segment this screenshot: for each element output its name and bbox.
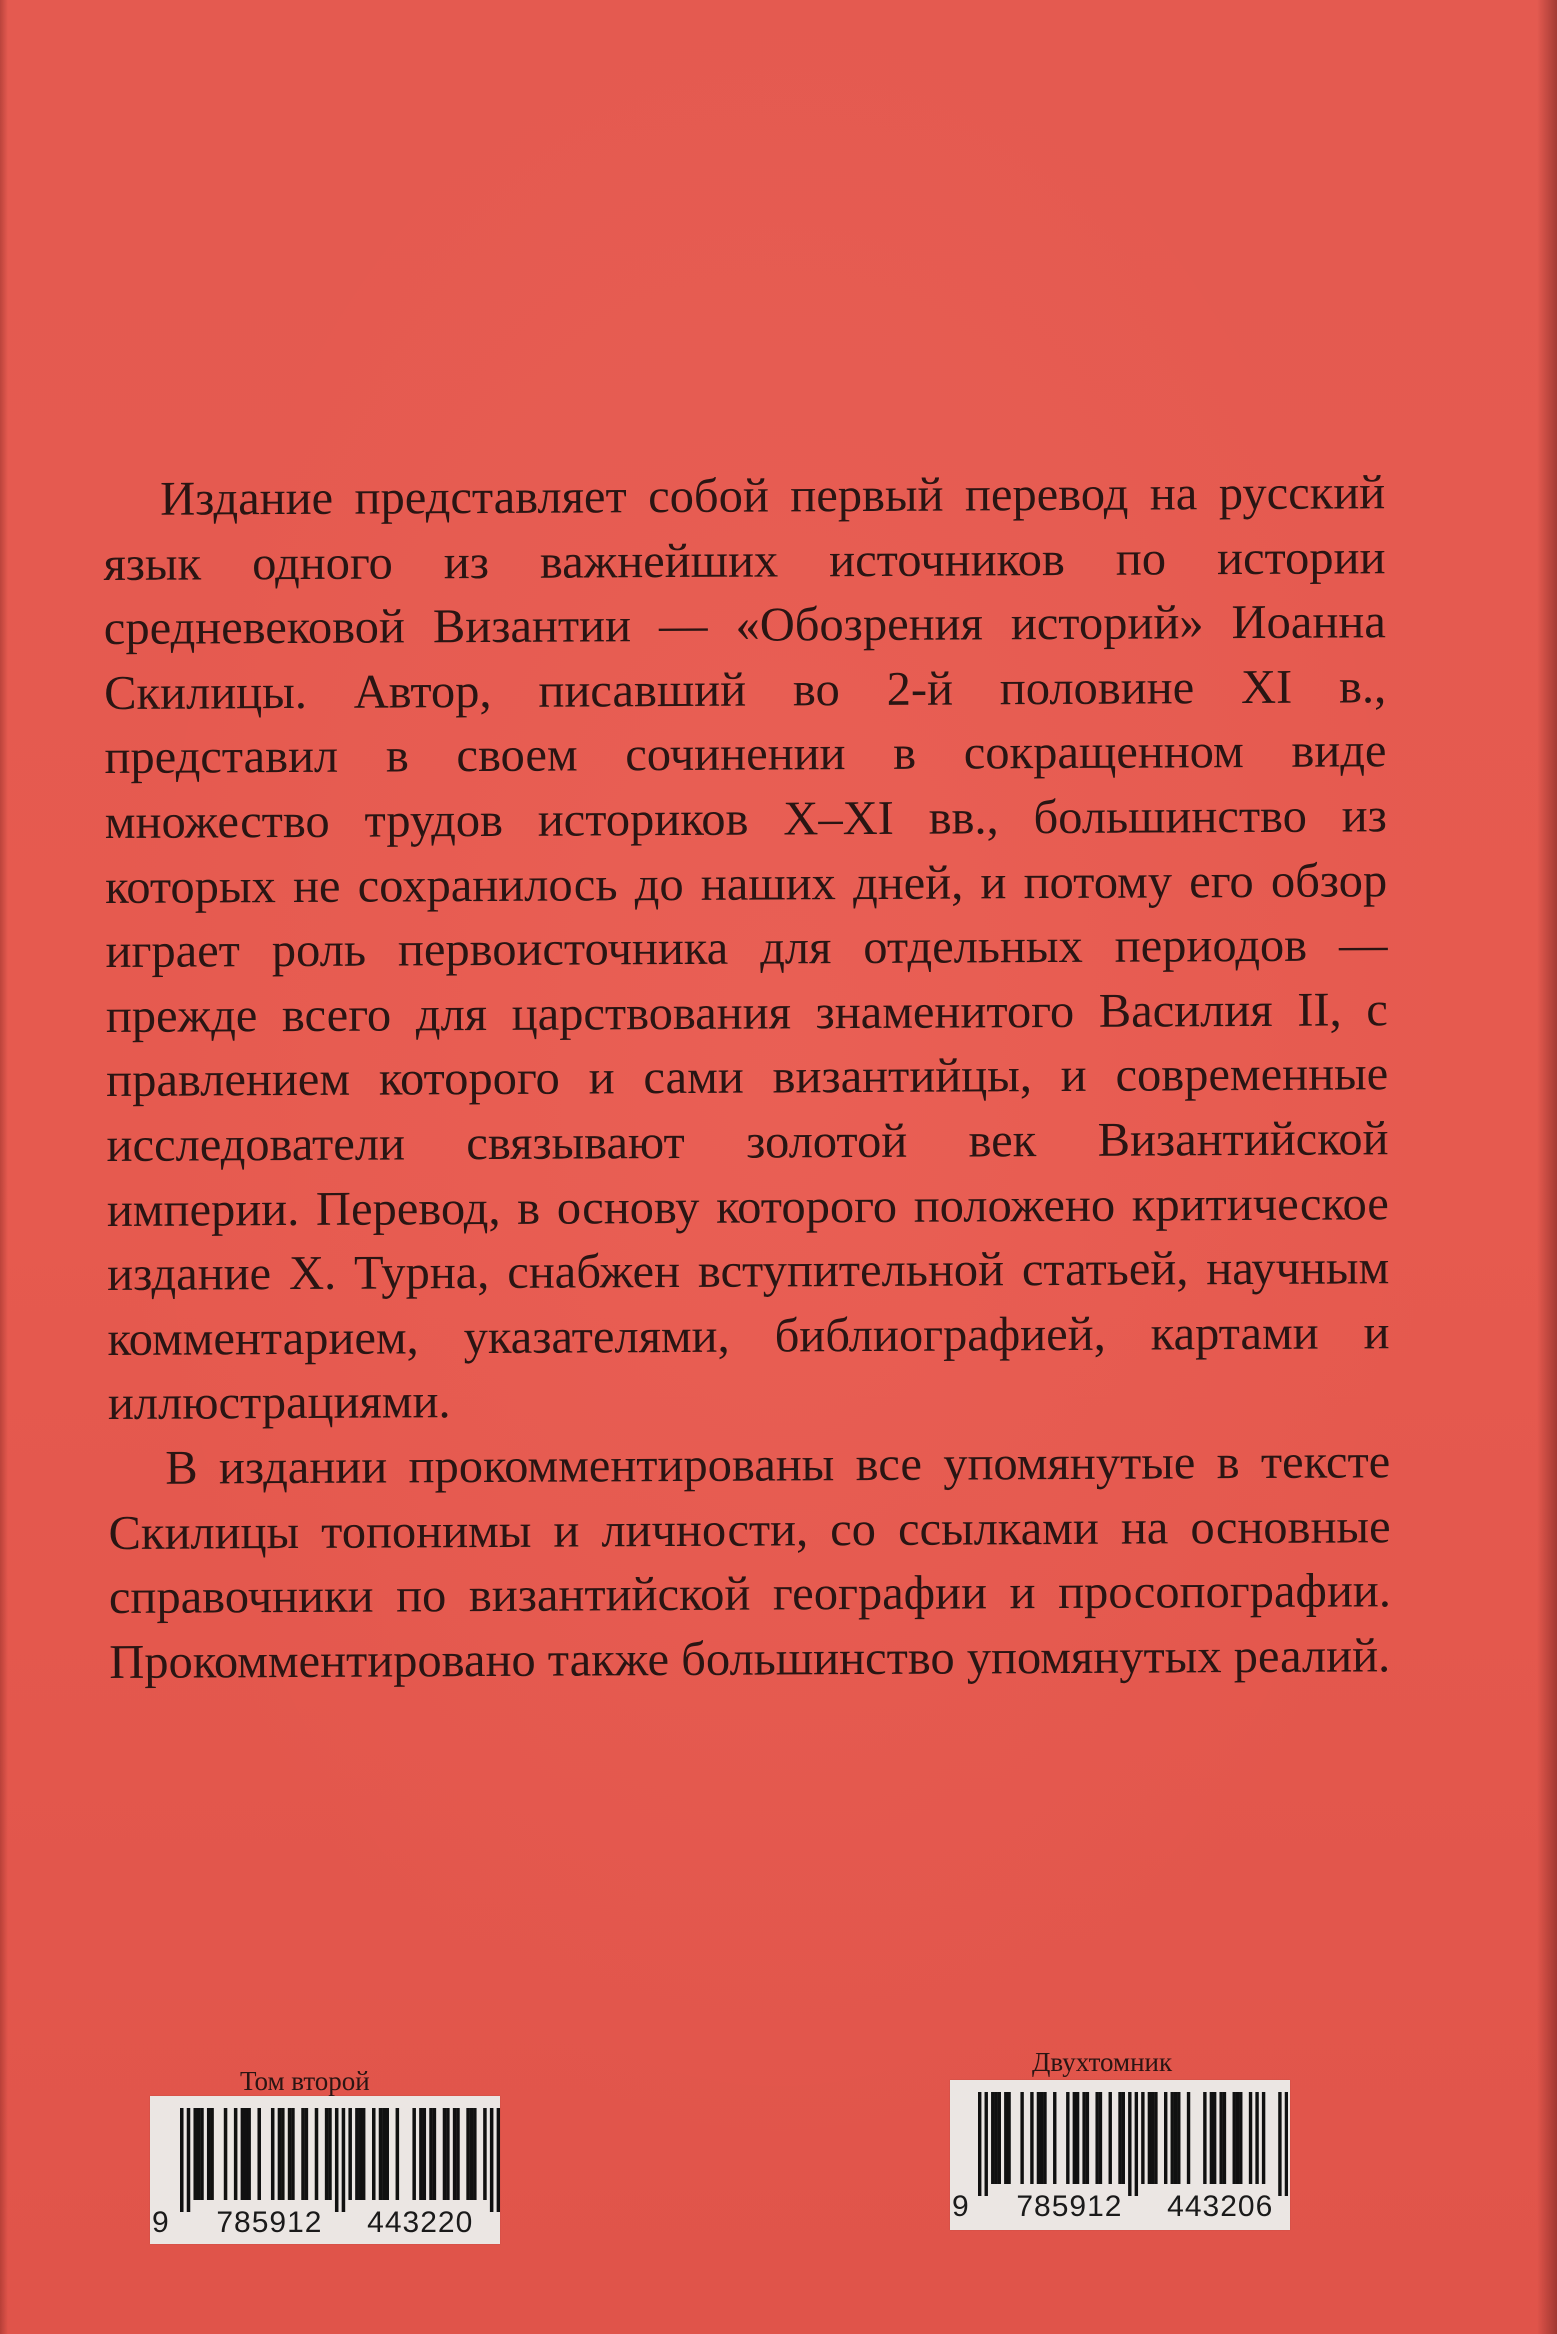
barcode-bar (1164, 2092, 1167, 2184)
barcode-bar (1255, 2092, 1258, 2184)
barcode-set-digits (952, 2190, 1273, 2224)
barcode-bar (291, 2108, 295, 2200)
barcode-set-digit-group2: 443206 (1167, 2190, 1274, 2223)
barcode-bar (1053, 2092, 1056, 2184)
barcode-bar (466, 2108, 470, 2200)
barcode-bar (419, 2108, 423, 2200)
barcode-bar (1128, 2092, 1131, 2196)
barcode-bar (994, 2092, 997, 2184)
barcode-bar (305, 2108, 309, 2200)
barcode-bar (224, 2108, 228, 2200)
barcode-bar (197, 2108, 201, 2200)
barcode-bar (470, 2108, 474, 2200)
barcode-bar (1174, 2092, 1177, 2184)
barcode-bar (1151, 2092, 1154, 2184)
barcode-bar (1285, 2092, 1288, 2196)
barcode-bar (1233, 2092, 1236, 2184)
barcode-bar (1073, 2092, 1076, 2184)
barcode-bar (325, 2108, 329, 2200)
barcode-bar (1210, 2092, 1213, 2184)
barcode-bar (301, 2108, 305, 2200)
barcode-bar (328, 2108, 332, 2200)
barcode-bar (362, 2108, 366, 2200)
barcode-volume-digit-first: 9 (152, 2206, 170, 2239)
barcode-bar (180, 2108, 184, 2212)
barcode-bar (1177, 2092, 1180, 2184)
barcode-bar (200, 2108, 204, 2200)
barcode-bar (443, 2108, 447, 2200)
barcode-bar (342, 2108, 346, 2212)
barcode-bar (1040, 2092, 1043, 2184)
barcode-bar (473, 2108, 477, 2200)
barcode-bar (1187, 2092, 1190, 2184)
barcode-bar (210, 2108, 214, 2200)
barcode-bar (382, 2108, 386, 2200)
barcode-bar (978, 2092, 981, 2196)
barcode-bar (1135, 2092, 1138, 2196)
barcode-bar (497, 2108, 500, 2212)
barcode-bar (412, 2108, 416, 2200)
barcode-bar (355, 2108, 359, 2200)
blurb-paragraph-1: Издание представляет собой первый перевод на русский язык одного из важнейших источников по истории средневековой Византии — «Обозрения историй» Иоанна Скилицы. Автор, писавший во 2-й половине XI в., представил в своем сочинении в сокращенном виде множество трудов историков X–XI вв., большинство из которых не сохранилось до наших дней, и потому его обзор играет роль первоисточника для отдельных периодов — прежде всего для царствования знаменитого Василия II, с правлением которого и сами византийцы, и современные исследователи связывают золотой век Византийской империи. Перевод, в основу которого положено критическое издание Х. Турна, снабжен вступительной статьей, научным комментарием, указателями, библиографией, картами и иллюстрациями. (103, 466, 1390, 1431)
barcode-bar (187, 2108, 191, 2212)
barcode-bar (281, 2108, 285, 2200)
barcode-bar (1213, 2092, 1216, 2184)
barcode-set-digit-group1: 785912 (1016, 2190, 1123, 2223)
barcode-volume-bars (180, 2108, 500, 2214)
barcode-bar (288, 2108, 292, 2200)
barcode-bar (1082, 2092, 1085, 2184)
barcode-bar (257, 2108, 261, 2200)
barcode-bar (234, 2108, 238, 2200)
barcode-bar (1122, 2092, 1125, 2184)
barcode-volume-digit-group2: 443220 (367, 2206, 474, 2239)
barcode-bar (1141, 2092, 1144, 2184)
barcode-bar (379, 2108, 383, 2200)
barcode-volume-caption: Том второй (240, 2066, 370, 2096)
barcode-bar (359, 2108, 363, 2200)
book-blurb (103, 461, 1391, 1695)
barcode-bar (315, 2108, 319, 2200)
barcode-bar (423, 2108, 427, 2200)
barcode-set-caption: Двухтомник (1032, 2047, 1173, 2077)
barcode-set-bars (978, 2092, 1288, 2198)
barcode-bar (396, 2108, 400, 2200)
barcode-bar (1219, 2092, 1222, 2184)
blurb-paragraph-2: В издании прокомментированы все упомянутые в тексте Скилицы топонимы и личности, со ссылками на основные справочники по византийской географии и просопографии. Прокомментировано также большинство упомянутых реалий. (108, 1435, 1392, 1689)
barcode-bar (1278, 2092, 1281, 2196)
barcode-bar (1262, 2092, 1265, 2184)
barcode-bar (348, 2108, 352, 2200)
barcode-bar (1109, 2092, 1112, 2184)
barcode-bar (385, 2108, 389, 2200)
barcode-bar (1095, 2092, 1098, 2184)
barcode-bar (1043, 2092, 1046, 2184)
barcode-bar (1007, 2092, 1010, 2184)
barcode-bar (998, 2092, 1001, 2184)
barcode-bar (1223, 2092, 1226, 2184)
barcode-bar (1171, 2092, 1174, 2184)
barcode-bar (433, 2108, 437, 2200)
barcode-bar (278, 2108, 282, 2200)
barcode-bar (207, 2108, 211, 2200)
barcode-bar (985, 2092, 988, 2196)
barcode-bar (1076, 2092, 1079, 2184)
cover-left-edge (0, 0, 8, 2334)
barcode-bar (1099, 2092, 1102, 2184)
barcode-bar (1154, 2092, 1157, 2184)
barcode-bar (244, 2108, 248, 2200)
barcode-bar (1086, 2092, 1089, 2184)
barcode-bar (1037, 2092, 1040, 2184)
barcode-bar (271, 2108, 275, 2200)
barcode-bar (446, 2108, 450, 2200)
barcode-volume-digits (152, 2206, 473, 2240)
barcode-bar (372, 2108, 376, 2200)
barcode-bar (490, 2108, 494, 2212)
barcode-bar (1066, 2092, 1069, 2184)
barcode-bar (1239, 2092, 1242, 2184)
barcode-bar (241, 2108, 245, 2200)
barcode-bar (247, 2108, 251, 2200)
barcode-volume-digit-group1: 785912 (216, 2206, 323, 2239)
barcode-bar (1020, 2092, 1023, 2184)
barcode-bar (456, 2108, 460, 2200)
barcode-bar (1203, 2092, 1206, 2184)
barcode-bar (335, 2108, 339, 2212)
barcode-bar (1030, 2092, 1033, 2184)
barcode-bar (483, 2108, 487, 2200)
barcode-set-digit-first: 9 (952, 2190, 970, 2223)
barcode-bar (1004, 2092, 1007, 2184)
barcode-bar (193, 2108, 197, 2200)
barcode-bar (991, 2092, 994, 2184)
barcode-bar (1148, 2092, 1151, 2184)
barcode-bar (1236, 2092, 1239, 2184)
barcode-bar (429, 2108, 433, 2200)
barcode-bar (1118, 2092, 1121, 2184)
barcode-bar (1249, 2092, 1252, 2184)
cover-right-edge (1537, 0, 1557, 2334)
barcode-bar (453, 2108, 457, 2200)
